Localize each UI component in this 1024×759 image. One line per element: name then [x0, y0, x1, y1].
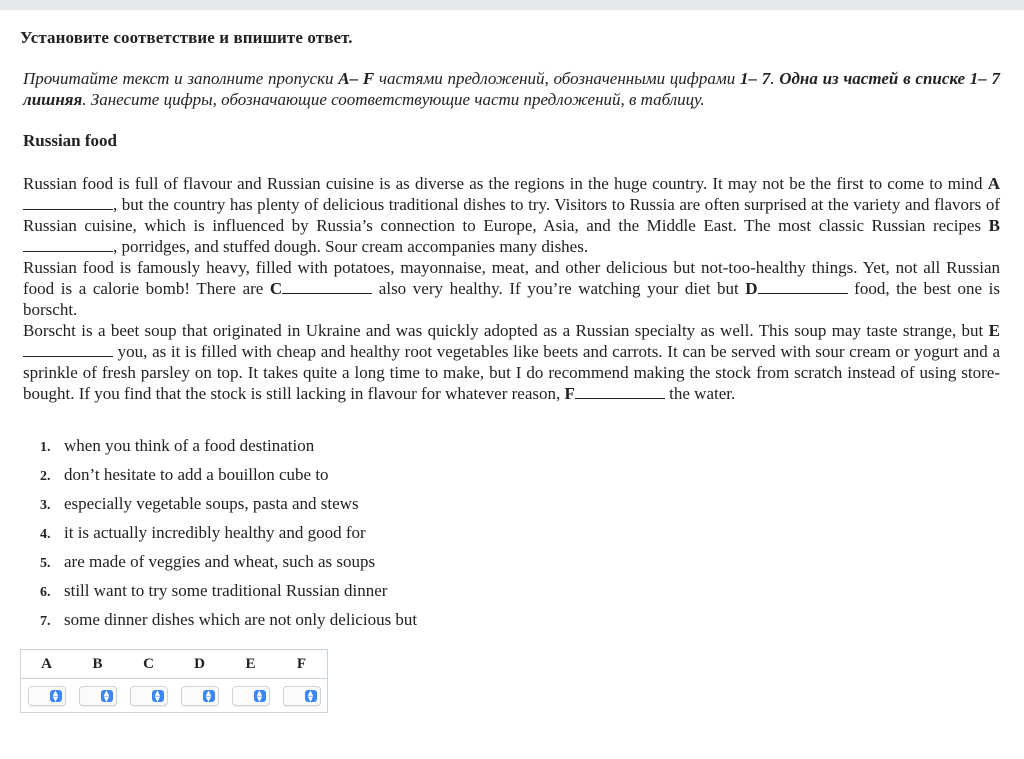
option-3	[40, 493, 417, 522]
passage-text: Russian food is famously heavy, filled with potatoes, mayonnaise, meat, and other delicious but not-too-healthy things. Yet, not all Russian food is a calorie bomb! There are	[23, 258, 1000, 298]
option-number: 1.	[40, 440, 51, 455]
gap-label-f: F	[564, 384, 575, 403]
instructions	[23, 68, 1000, 110]
option-text: when you think of a food destination	[64, 436, 315, 455]
passage-text: Borscht is a beet soup that originated in Ukraine and was quickly adopted as a Russian specialty as well. This soup may taste strange, but	[23, 321, 989, 340]
instructions-text: частями предложений, обозначенными цифрами	[374, 69, 740, 88]
top-bar	[0, 0, 1024, 10]
option-number: 4.	[40, 527, 51, 542]
passage-text: Russian food is full of flavour and Russian cuisine is as diverse as the regions in the huge country. It may not be the first to come to mind	[23, 174, 988, 193]
gap-label-e: E	[988, 321, 1000, 340]
updown-chevron-icon: ▲ ▼	[50, 690, 62, 702]
passage-text: food, the best one is borscht.	[23, 279, 1000, 319]
gap-label-d: D	[745, 279, 758, 298]
instructions-letters: A– F	[338, 69, 375, 88]
answer-header-a: A	[21, 650, 72, 679]
passage-paragraph	[23, 173, 1000, 257]
updown-chevron-icon: ▲ ▼	[305, 690, 317, 702]
option-number: 6.	[40, 585, 51, 600]
answer-select-b[interactable]	[79, 686, 117, 706]
gap-c-blank	[282, 278, 372, 294]
option-2	[40, 464, 417, 493]
instructions-text: Прочитайте текст и заполните пропуски	[23, 69, 339, 88]
updown-chevron-icon: ▲ ▼	[152, 690, 164, 702]
passage-text: the water.	[664, 384, 736, 403]
answer-header-b: B	[72, 650, 123, 679]
gap-a-blank	[23, 194, 113, 210]
instructions-text: . Занесите цифры, обозначающие соответствующие части предложений, в таблицу.	[82, 90, 705, 109]
answer-header-e: E	[225, 650, 276, 679]
answer-select-e[interactable]	[232, 686, 270, 706]
updown-chevron-icon: ▲ ▼	[203, 690, 215, 702]
option-4	[40, 522, 417, 551]
passage-text: also very healthy. If you’re watching your diet but	[372, 279, 746, 298]
option-5	[40, 551, 417, 580]
gap-d-blank	[758, 278, 848, 294]
answer-select-f[interactable]	[283, 686, 321, 706]
option-text: don’t hesitate to add a bouillon cube to	[64, 465, 329, 484]
gap-label-a: A	[987, 174, 1000, 193]
passage-paragraph	[23, 257, 1000, 320]
passage-paragraph	[23, 320, 1000, 404]
gap-label-c: C	[269, 279, 283, 298]
passage-text: you, as it is filled with cheap and healthy root vegetables like beets and carrots. It can be served with sour cream or yogurt and a sprinkle of fresh parsley on top. It takes quite a long time to make, but I do recommend making the stock from scratch instead of using store-bought. If you find that the stock is still lacking in flavour for whatever reason,	[23, 342, 1000, 403]
answer-header-c: C	[123, 650, 174, 679]
task-title: Установите соответствие и впишите ответ.	[20, 28, 353, 47]
answer-header-f: F	[276, 650, 327, 679]
option-number: 7.	[40, 614, 51, 629]
option-number: 5.	[40, 556, 51, 571]
option-text: still want to try some traditional Russian dinner	[64, 581, 388, 600]
passage	[23, 173, 1000, 404]
answer-select-c[interactable]	[130, 686, 168, 706]
option-number: 2.	[40, 469, 51, 484]
instructions-extra-note: Одна из частей в списке 1– 7 лишняя	[23, 69, 1001, 109]
answer-select-d[interactable]	[181, 686, 219, 706]
option-number: 3.	[40, 498, 51, 513]
option-1	[40, 435, 417, 464]
gap-label-b: B	[988, 216, 1000, 235]
text-title: Russian food	[23, 131, 118, 150]
gap-f-blank	[575, 383, 665, 399]
option-7	[40, 609, 417, 638]
option-text: especially vegetable soups, pasta and stews	[64, 494, 359, 513]
option-6	[40, 580, 417, 609]
gap-e-blank	[23, 341, 113, 357]
answer-table	[20, 649, 328, 713]
answer-header-d: D	[174, 650, 225, 679]
option-text: it is actually incredibly healthy and good for	[64, 523, 366, 542]
updown-chevron-icon: ▲ ▼	[101, 690, 113, 702]
option-text: are made of veggies and wheat, such as soups	[64, 552, 376, 571]
passage-text: , but the country has plenty of delicious traditional dishes to try. Visitors to Russia are often surprised at the variety and flavors of Russian cuisine, which is influenced by Russia’s connection to Europe, Asia, and the Middle East. The most classic Russian recipes	[23, 195, 1000, 235]
gap-b-blank	[23, 236, 113, 252]
options-list	[40, 435, 417, 638]
updown-chevron-icon: ▲ ▼	[254, 690, 266, 702]
answer-select-a[interactable]	[28, 686, 66, 706]
instructions-digits: 1– 7	[739, 69, 771, 88]
option-text: some dinner dishes which are not only delicious but	[64, 610, 418, 629]
passage-text: , porridges, and stuffed dough. Sour cream accompanies many dishes.	[113, 237, 589, 256]
instructions-text: .	[770, 69, 780, 88]
